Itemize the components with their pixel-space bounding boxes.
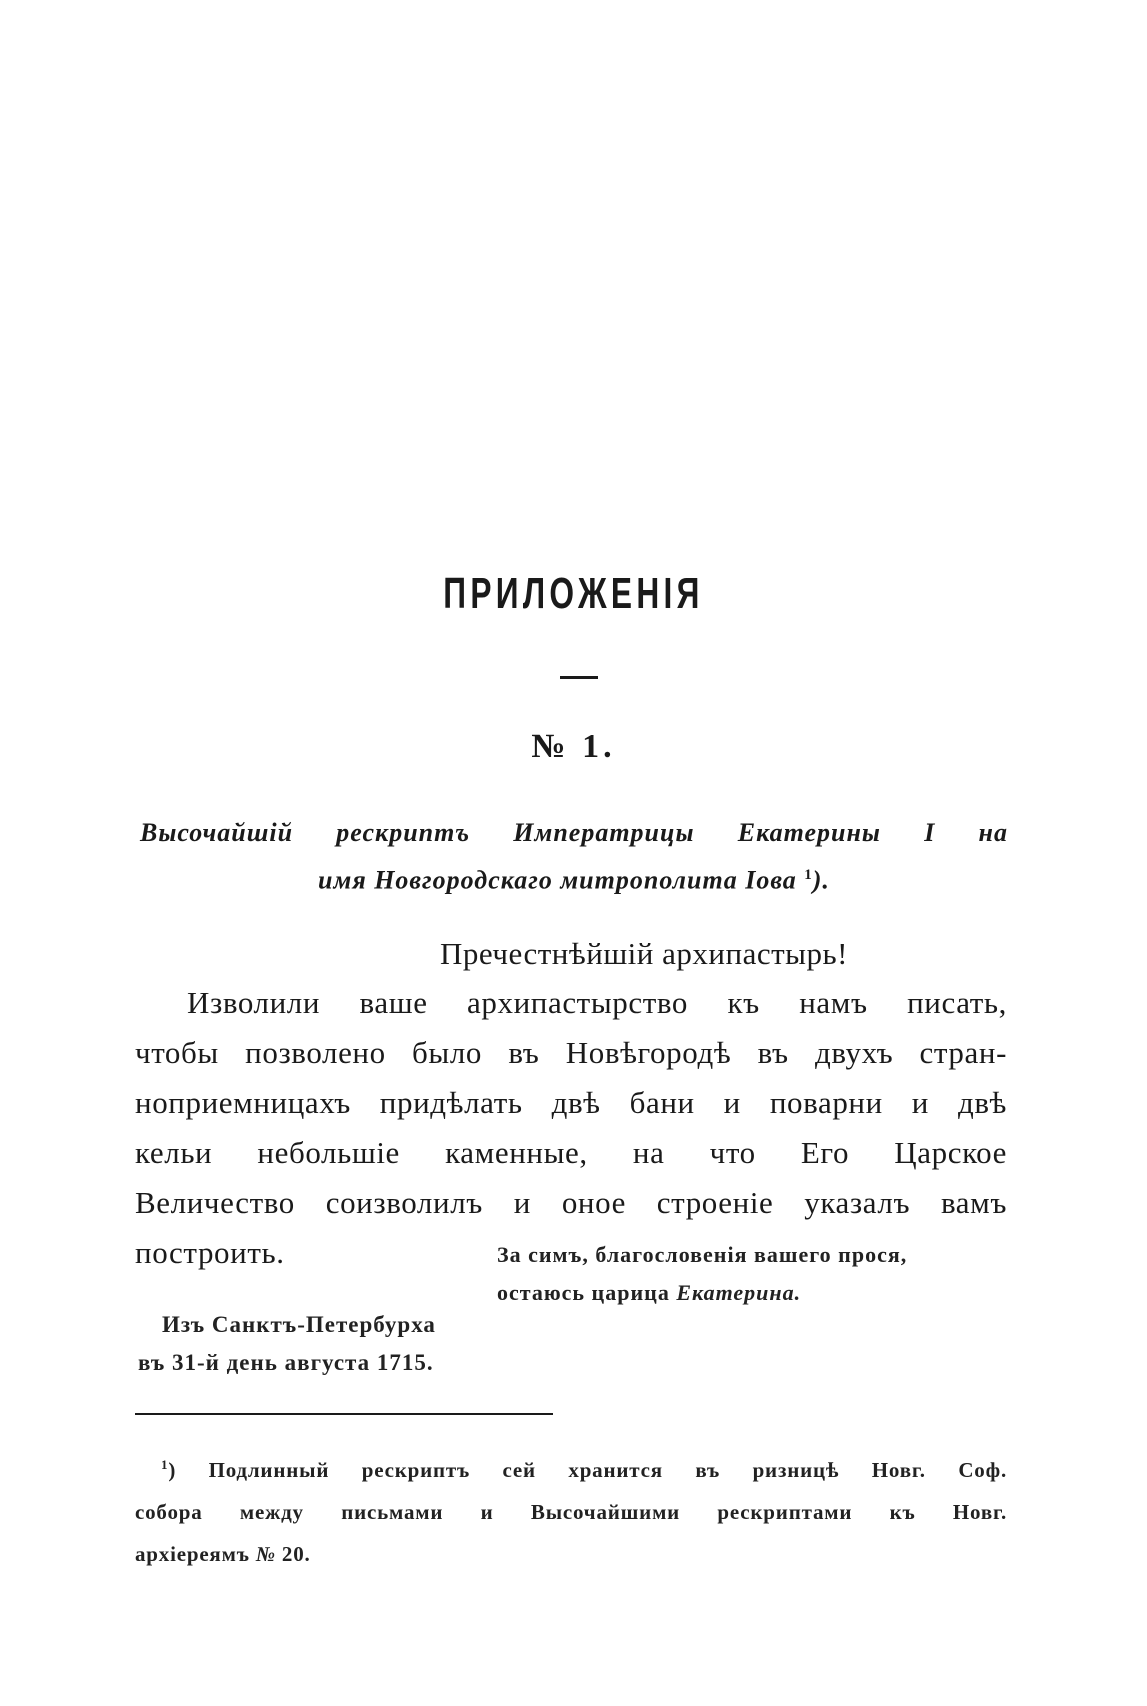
footnote-line-3 <box>135 1533 1007 1575</box>
closing-prefix: остаюсь царица <box>497 1280 670 1305</box>
closing-line-2 <box>497 1274 907 1312</box>
closing-line-1: За симъ, благословенія вашего прося, <box>497 1242 908 1267</box>
body-line: чтобы позволено было въ Новѣгородѣ въ двухъ стран- <box>135 1035 1007 1070</box>
document-heading <box>140 812 1008 902</box>
body-line: кельи небольшіе каменные, на что Его Царское <box>135 1135 1007 1170</box>
heading-line-2-text: имя Новгородскаго митрополита Іова <box>318 865 797 895</box>
footnote-line-1 <box>135 1444 1007 1491</box>
place-and-date <box>138 1306 436 1382</box>
letter-greeting: Пречестнѣйшій архипастырь! <box>440 936 848 971</box>
date-line: въ 31-й день августа 1715. <box>138 1350 434 1375</box>
footnote-line-1-text: ) Подлинный рескриптъ сей хранится въ ризницѣ Новг. Соф. <box>168 1458 1007 1482</box>
heading-line-2-tail: ). <box>812 865 830 895</box>
body-line: построить. <box>135 1235 285 1270</box>
heading-line-1: Высочайшій рескриптъ Императрицы Екатерины I на <box>140 818 1008 847</box>
footnote-divider <box>135 1413 553 1415</box>
appendix-number: № 1. <box>531 728 616 765</box>
number-sign: № <box>255 1542 276 1566</box>
signature: Екатерина. <box>676 1280 802 1305</box>
body-line: Величество соизволилъ и оное строеніе указалъ вамъ <box>135 1185 1007 1220</box>
footnote <box>135 1444 1007 1575</box>
heading-footnote-marker: 1 <box>804 867 813 883</box>
body-line: Изволили ваше архипастырство къ намъ писать, <box>187 985 1007 1020</box>
letter-closing <box>497 1236 907 1312</box>
title-dash-divider <box>560 676 598 679</box>
footnote-line-3-prefix: архіереямъ <box>135 1542 250 1566</box>
place-line: Изъ Санктъ-Петербурха <box>162 1312 436 1337</box>
footnote-marker: 1 <box>161 1457 169 1472</box>
footnote-line-2: собора между письмами и Высочайшими рескриптами къ Новг. <box>135 1500 1007 1524</box>
heading-line-2 <box>140 854 1008 902</box>
letter-body <box>135 978 1007 1278</box>
page-title: ПРИЛОЖЕНІЯ <box>443 569 704 618</box>
footnote-line-3-number: 20. <box>281 1542 311 1566</box>
body-line: ноприемницахъ придѣлать двѣ бани и поварни и двѣ <box>135 1085 1007 1120</box>
